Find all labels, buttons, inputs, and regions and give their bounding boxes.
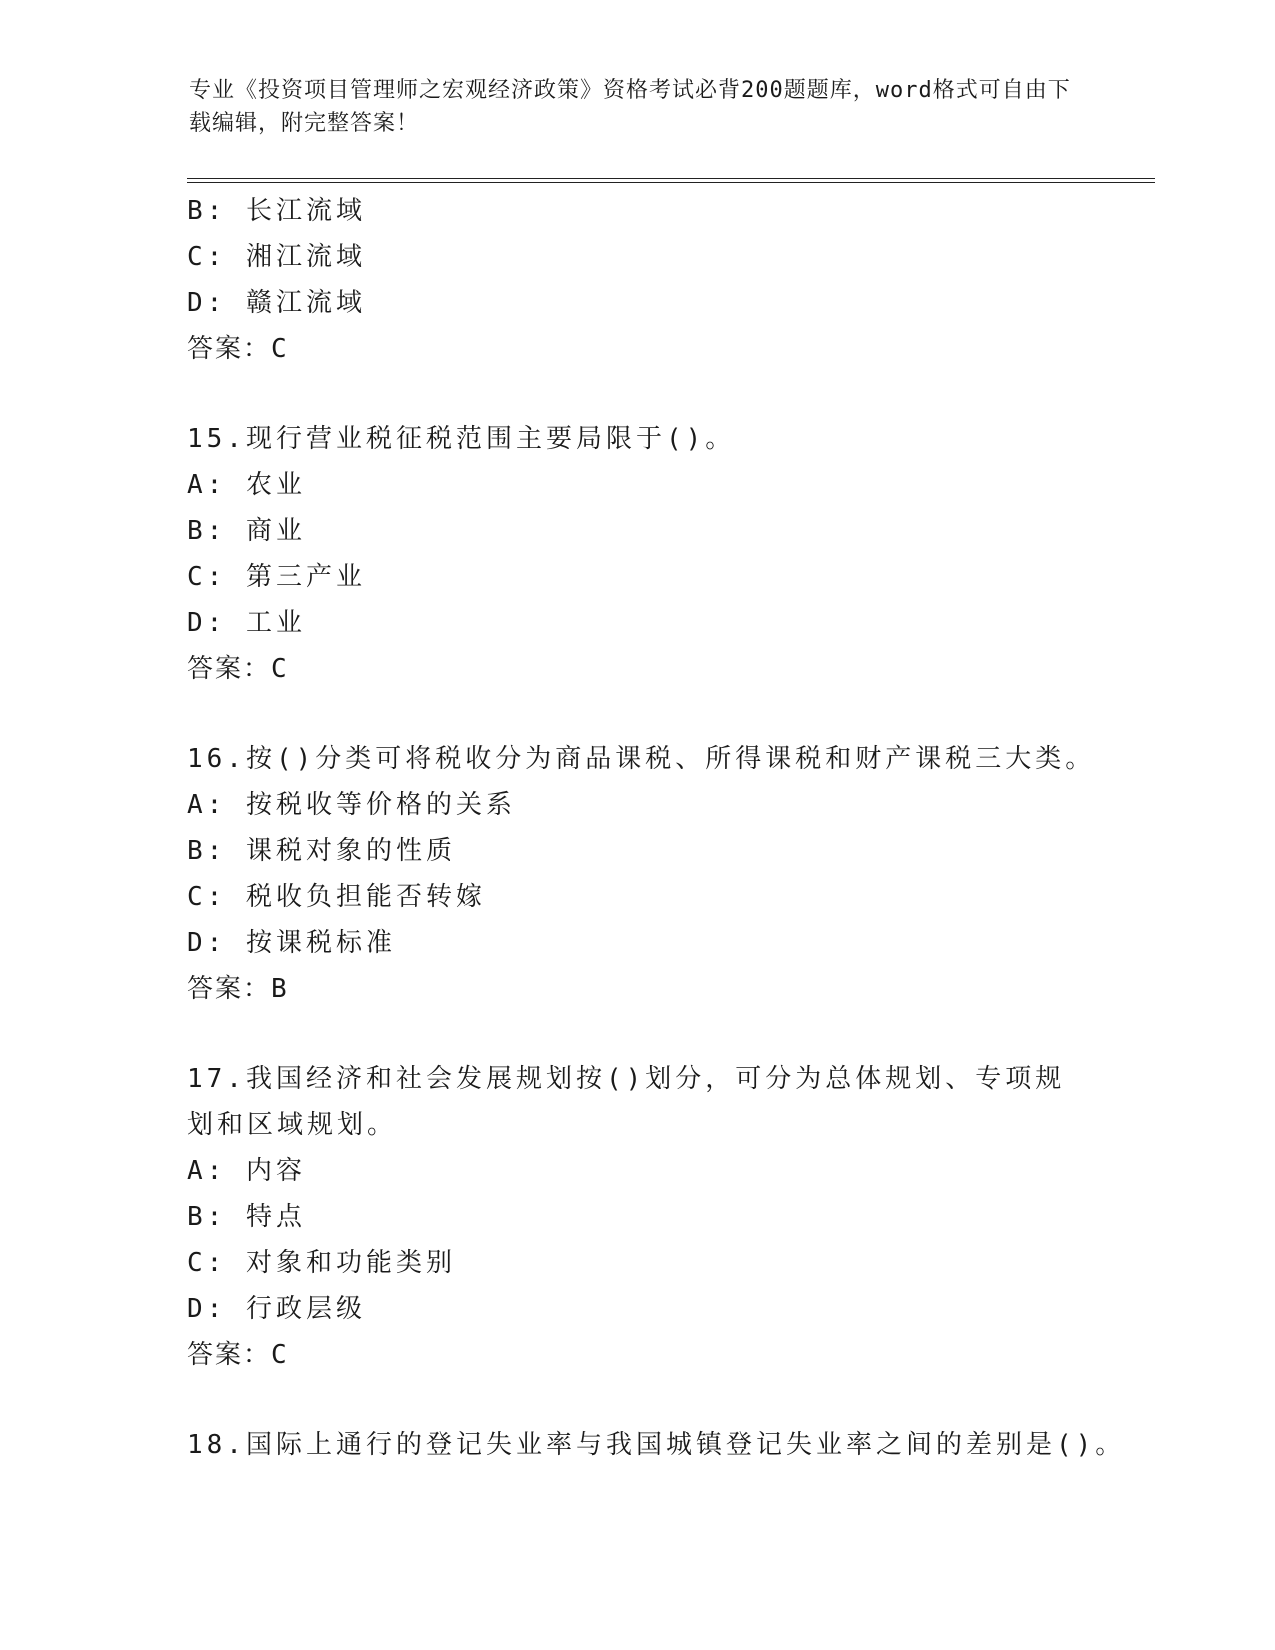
option-b: B: 特点 xyxy=(187,1202,306,1232)
answer-line: 答案：C xyxy=(187,334,289,364)
option-c: C: 第三产业 xyxy=(187,562,366,592)
option-a: A: 内容 xyxy=(187,1156,306,1186)
answer-line: 答案：C xyxy=(187,1340,289,1370)
option-d: D: 按课税标准 xyxy=(187,928,396,958)
header-rule-top xyxy=(187,178,1155,179)
answer-line: 答案：B xyxy=(187,974,289,1004)
option-d: D: 行政层级 xyxy=(187,1294,366,1324)
question-list xyxy=(187,188,1126,1468)
option-b: B: 长江流域 xyxy=(187,196,366,226)
option-d: D: 工业 xyxy=(187,608,306,638)
option-d: D: 赣江流域 xyxy=(187,288,366,318)
question-15: 15.现行营业税征税范围主要局限于()。 xyxy=(187,424,736,454)
option-b: B: 商业 xyxy=(187,516,306,546)
option-a: A: 农业 xyxy=(187,470,306,500)
option-b: B: 课税对象的性质 xyxy=(187,836,456,866)
question-16: 16.按()分类可将税收分为商品课税、所得课税和财产课税三大类。 xyxy=(187,744,1096,774)
option-c: C: 湘江流域 xyxy=(187,242,366,272)
option-c: C: 税收负担能否转嫁 xyxy=(187,882,486,912)
option-a: A: 按税收等价格的关系 xyxy=(187,790,516,820)
header-rule-bottom xyxy=(187,182,1155,183)
question-18: 18.国际上通行的登记失业率与我国城镇登记失业率之间的差别是()。 xyxy=(187,1430,1126,1460)
document-header: 专业《投资项目管理师之宏观经济政策》资格考试必背200题题库，word格式可自由下载编辑，附完整答案！ xyxy=(189,78,1071,136)
answer-line: 答案：C xyxy=(187,654,289,684)
option-c: C: 对象和功能类别 xyxy=(187,1248,456,1278)
question-17: 17.我国经济和社会发展规划按()划分，可分为总体规划、专项规划和区域规划。 xyxy=(187,1064,1066,1140)
